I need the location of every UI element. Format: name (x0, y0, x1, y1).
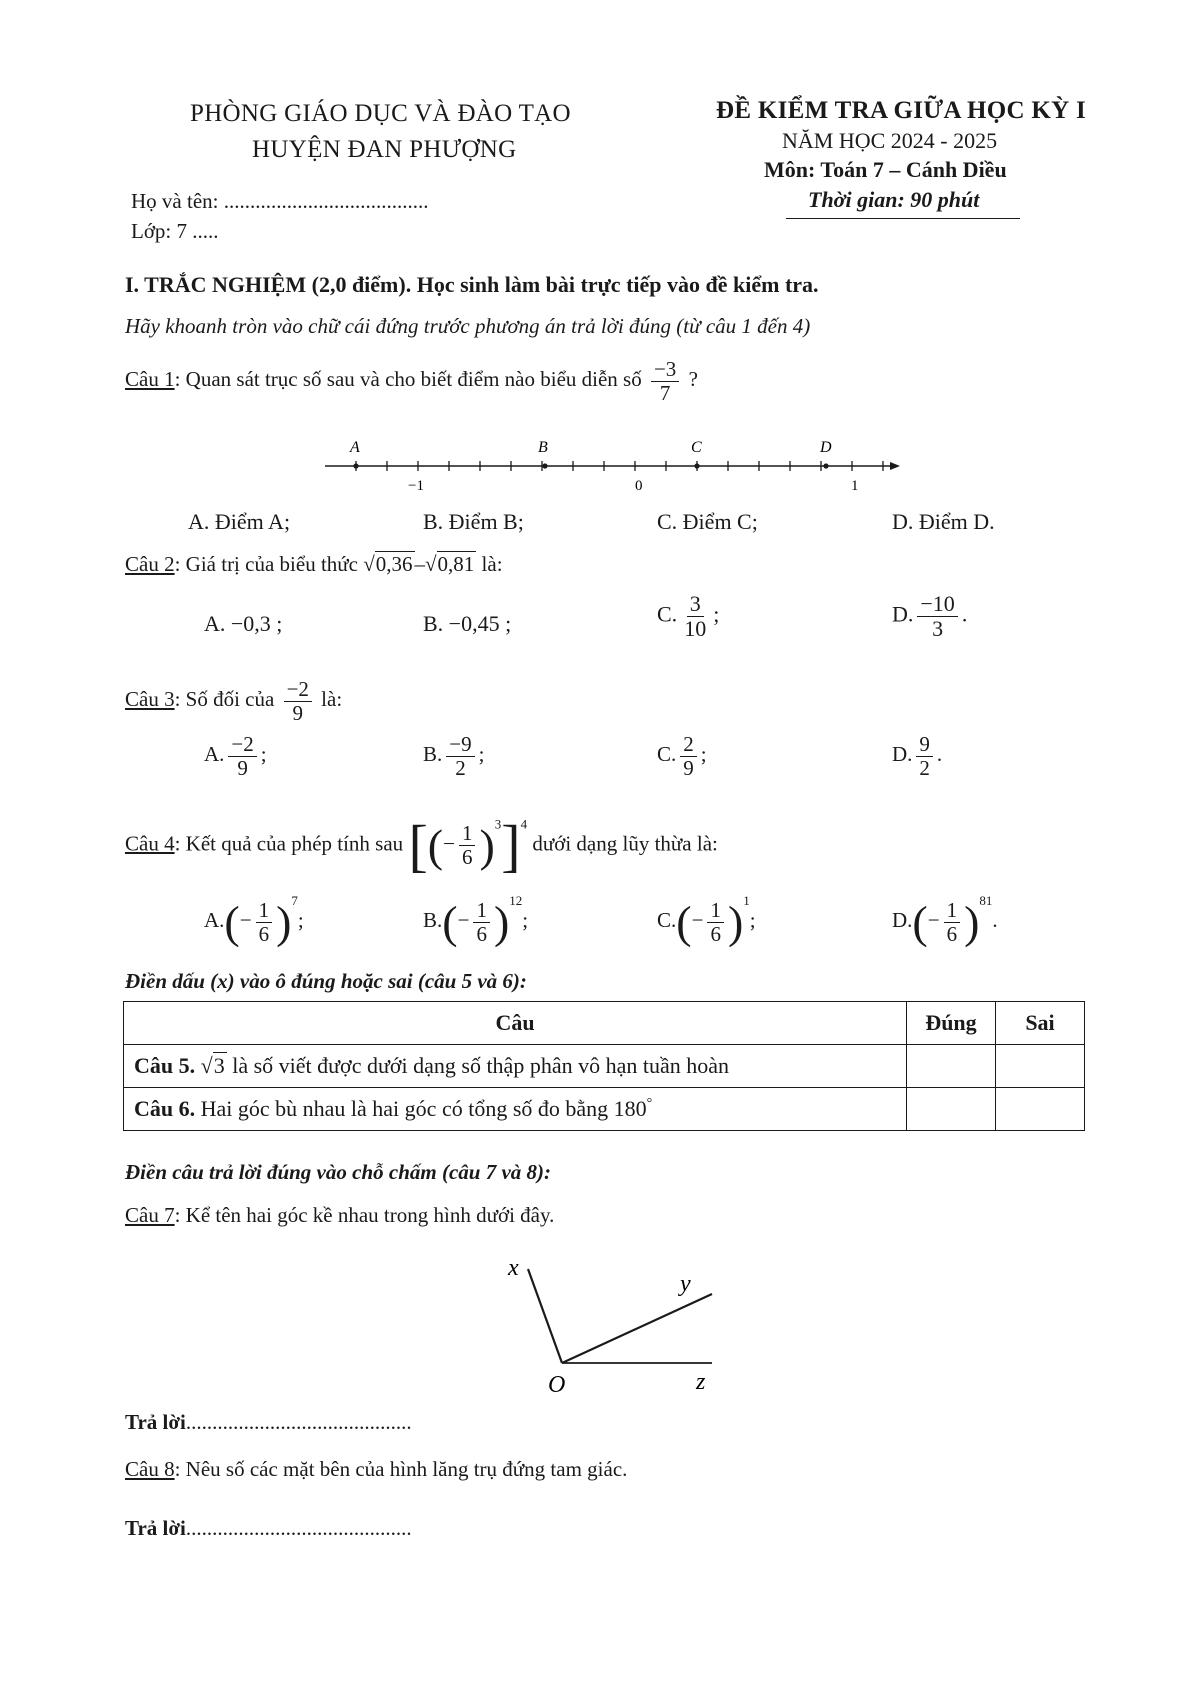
number-line (320, 430, 900, 500)
student-class-label: Lớp: 7 (131, 219, 188, 243)
point-b-marker (542, 463, 547, 468)
fraction-numerator: 1 (459, 822, 476, 846)
right-paren: ) (493, 896, 510, 948)
district-name: HUYỆN ĐAN PHƯỢNG (252, 136, 517, 163)
q1-option-d[interactable]: D. Điểm D. (892, 509, 995, 534)
fraction-numerator: −2 (284, 678, 312, 702)
label-o: O (548, 1372, 566, 1395)
question-3-end: là: (321, 686, 343, 711)
question-8 (125, 1457, 627, 1482)
q2-option-a[interactable]: A. −0,3 ; (204, 611, 283, 636)
minus-sign: − (443, 831, 455, 856)
left-bracket: [ (408, 813, 428, 878)
question-2-text: : Giá trị của biểu thức (174, 552, 358, 576)
q2-option-b[interactable]: B. −0,45 ; (423, 611, 512, 636)
fraction-denominator: 6 (461, 845, 473, 869)
question-4-text: : Kết quả của phép tính sau (174, 831, 404, 856)
ray-ox (528, 1269, 562, 1363)
question-1-fraction (651, 358, 679, 404)
fraction-denominator: 2 (455, 755, 466, 780)
point-c-label: C (691, 439, 702, 456)
option-end: . (992, 908, 998, 932)
q4-option-b[interactable] (423, 893, 528, 949)
fraction-numerator: 2 (680, 733, 697, 757)
option-fraction (917, 592, 957, 641)
fill-instruction: Điền câu trả lời đúng vào chỗ chấm (câu 7 và 8): (125, 1160, 552, 1184)
option-exponent: 1 (743, 893, 750, 908)
option-fraction (707, 899, 724, 945)
question-7-label: Câu 7 (125, 1203, 175, 1227)
angle-figure (500, 1255, 730, 1395)
tick-zero: 0 (635, 478, 643, 494)
option-letter: A. (204, 908, 225, 932)
school-year: NĂM HỌC 2024 - 2025 (782, 128, 998, 153)
option-letter: A. (204, 741, 225, 766)
option-end: ; (260, 741, 267, 766)
fraction-denominator: 6 (476, 921, 487, 946)
option-fraction (473, 899, 490, 945)
answer-label: Trả lời (125, 1516, 186, 1540)
option-exponent: 81 (979, 893, 993, 908)
question-8-label: Câu 8 (125, 1457, 175, 1481)
option-fraction (680, 733, 697, 779)
q4-option-a[interactable] (204, 893, 304, 949)
fraction-denominator: 9 (237, 755, 248, 780)
point-d-marker (823, 463, 828, 468)
option-letter: D. (892, 741, 913, 766)
radicand-2: 0,81 (437, 552, 475, 576)
option-fraction (446, 733, 474, 779)
minus-sign: − (239, 908, 252, 932)
option-end: . (936, 741, 943, 766)
minus-sign: − (691, 908, 704, 932)
question-3-label: Câu 3 (125, 686, 175, 711)
right-paren: ) (276, 896, 292, 948)
header-question: Câu (124, 1002, 907, 1045)
time-limit: Thời gian: 90 phút (808, 187, 980, 212)
option-letter: B. (423, 908, 443, 932)
fraction-numerator: −10 (917, 592, 957, 617)
question-5-cell (124, 1045, 907, 1088)
minus-sign: − (927, 908, 940, 932)
fraction-denominator: 6 (258, 921, 270, 946)
tick-minus-one: −1 (408, 478, 424, 494)
question-6-false-box[interactable] (996, 1088, 1085, 1131)
label-z: z (696, 1369, 706, 1395)
point-b-label: B (538, 439, 548, 456)
question-3-fraction (284, 678, 312, 724)
table-header-row (124, 1002, 1085, 1045)
option-end: ; (297, 908, 304, 932)
student-name-dots: ....................................... (223, 189, 429, 213)
option-fraction (256, 899, 273, 945)
minus-sign: − (457, 908, 470, 932)
q4-option-d[interactable] (892, 893, 998, 949)
q3-option-d[interactable] (892, 733, 942, 779)
fraction-numerator: −2 (228, 733, 256, 757)
inner-exponent: 3 (494, 816, 502, 832)
fraction-denominator: 6 (710, 921, 721, 946)
point-d-label: D (820, 439, 832, 456)
fraction-numerator: 9 (916, 733, 933, 757)
question-4-fraction (459, 822, 476, 868)
question-2 (125, 552, 503, 577)
question-8-answer[interactable] (125, 1516, 412, 1541)
question-1 (125, 358, 698, 404)
ray-oy (562, 1294, 712, 1363)
option-end: ; (700, 741, 707, 766)
answer-dots: ........................................... (185, 1410, 412, 1434)
section-1-instruction: Hãy khoanh tròn vào chữ cái đứng trước phương án trả lời đúng (từ câu 1 đến 4) (125, 314, 811, 338)
question-5-true-box[interactable] (907, 1045, 996, 1088)
fraction-denominator: 7 (659, 380, 671, 405)
sqrt-expression: √3 (200, 1053, 225, 1078)
option-end: ; (522, 908, 529, 932)
question-5-false-box[interactable] (996, 1045, 1085, 1088)
option-exponent: 7 (291, 893, 298, 908)
option-fraction (228, 733, 256, 779)
fraction-denominator: 6 (946, 921, 958, 946)
q3-option-c[interactable] (657, 733, 707, 779)
right-paren: ) (964, 896, 980, 948)
header-false: Sai (996, 1002, 1085, 1045)
q3-option-a[interactable] (204, 733, 267, 779)
radicand: 3 (213, 1053, 225, 1078)
fraction-numerator: 1 (707, 899, 724, 923)
fraction-denominator: 9 (683, 755, 694, 780)
fraction-numerator: −3 (651, 358, 679, 382)
fraction-denominator: 9 (292, 700, 303, 725)
option-letter: C. (657, 601, 678, 627)
question-6-text: Hai góc bù nhau là hai góc có tổng số đo bằng 180 (200, 1096, 647, 1121)
right-paren: ) (727, 896, 744, 948)
option-fraction (944, 899, 961, 945)
q2-option-c[interactable] (657, 592, 719, 641)
question-5-label: Câu 5. (134, 1053, 196, 1078)
fraction-numerator: 1 (256, 899, 273, 923)
option-letter: D. (892, 908, 913, 932)
label-y: y (680, 1271, 691, 1297)
left-paren: ( (224, 896, 240, 948)
student-name-label: Họ và tên: (131, 189, 219, 213)
question-1-text: : Quan sát trục số sau và cho biết điểm nào biểu diễn số (174, 366, 642, 391)
right-paren: ) (479, 820, 495, 871)
option-end: ; (478, 741, 485, 766)
fraction-numerator: 3 (687, 592, 704, 617)
right-bracket: ] (501, 813, 521, 878)
option-letter: C. (657, 908, 677, 932)
q3-option-b[interactable] (423, 733, 484, 779)
sqrt-expression-2: √0,81 (425, 552, 475, 576)
option-exponent: 12 (509, 893, 523, 908)
q2-option-d[interactable] (892, 592, 967, 641)
option-end: . (961, 601, 968, 627)
option-fraction (681, 592, 709, 641)
point-c-marker (694, 463, 699, 468)
degree-symbol: ° (646, 1096, 653, 1111)
question-1-end: ? (688, 366, 698, 391)
point-a-marker (353, 463, 358, 468)
student-name-field (131, 189, 428, 214)
sqrt-expression-1: √0,36 (363, 552, 413, 576)
question-2-end: là: (481, 552, 503, 576)
question-7-answer[interactable] (125, 1410, 412, 1435)
question-2-label: Câu 2 (125, 552, 175, 576)
left-paren: ( (442, 896, 458, 948)
student-class-dots: ..... (192, 219, 219, 243)
q4-option-c[interactable] (657, 893, 756, 949)
header-rule (786, 218, 1020, 219)
question-1-label: Câu 1 (125, 366, 175, 391)
radicand-1: 0,36 (375, 552, 413, 576)
tick-one: 1 (851, 478, 859, 494)
question-5-text: là số viết được dưới dạng số thập phân vô hạn tuần hoàn (232, 1053, 729, 1078)
table-row (124, 1088, 1085, 1131)
fraction-numerator: 1 (944, 899, 961, 923)
question-6-label: Câu 6. (134, 1096, 196, 1121)
question-8-text: : Nêu số các mặt bên của hình lăng trụ đứng tam giác. (174, 1457, 628, 1481)
fraction-numerator: −9 (446, 733, 474, 757)
exam-title: ĐỀ KIỂM TRA GIỮA HỌC KỲ I (716, 97, 1087, 124)
question-4-end: dưới dạng lũy thừa là: (532, 831, 718, 856)
left-paren: ( (427, 820, 444, 871)
outer-exponent: 4 (520, 816, 528, 832)
question-4 (125, 812, 718, 879)
option-letter: D. (892, 601, 914, 627)
question-7-text: : Kể tên hai góc kề nhau trong hình dưới đây. (174, 1203, 555, 1227)
q1-option-b[interactable]: B. Điểm B; (423, 509, 524, 534)
label-x: x (508, 1255, 519, 1281)
left-paren: ( (912, 896, 928, 948)
q1-option-c[interactable]: C. Điểm C; (657, 509, 758, 534)
fraction-denominator: 3 (932, 615, 944, 641)
subject: Môn: Toán 7 – Cánh Diều (764, 157, 1007, 182)
fraction-denominator: 10 (684, 615, 707, 641)
section-1-title: I. TRẮC NGHIỆM (2,0 điểm). Học sinh làm bài trực tiếp vào đề kiểm tra. (125, 272, 819, 297)
fraction-denominator: 2 (919, 755, 930, 780)
number-line-arrow-icon (890, 462, 900, 470)
option-letter: B. (423, 741, 443, 766)
header-true: Đúng (907, 1002, 996, 1045)
table-row (124, 1045, 1085, 1088)
question-4-label: Câu 4 (125, 831, 175, 856)
true-false-instruction: Điền dấu (x) vào ô đúng hoặc sai (câu 5 và 6): (125, 969, 527, 993)
left-paren: ( (676, 896, 692, 948)
option-fraction (916, 733, 933, 779)
question-6-true-box[interactable] (907, 1088, 996, 1131)
q1-option-a[interactable]: A. Điểm A; (188, 509, 291, 534)
point-a-label: A (350, 439, 360, 456)
answer-label: Trả lời (125, 1410, 186, 1434)
question-6-cell (124, 1088, 907, 1131)
fraction-numerator: 1 (473, 899, 490, 923)
school-dept: PHÒNG GIÁO DỤC VÀ ĐÀO TẠO (190, 100, 571, 127)
question-7 (125, 1203, 554, 1228)
option-end: ; (749, 908, 756, 932)
question-3 (125, 678, 342, 724)
true-false-table (123, 1001, 1085, 1131)
answer-dots: ........................................... (185, 1516, 412, 1540)
question-3-text: : Số đối của (174, 686, 275, 711)
minus-sign: – (414, 552, 426, 576)
student-class-field (131, 219, 219, 244)
option-end: ; (713, 601, 720, 627)
option-letter: C. (657, 741, 677, 766)
